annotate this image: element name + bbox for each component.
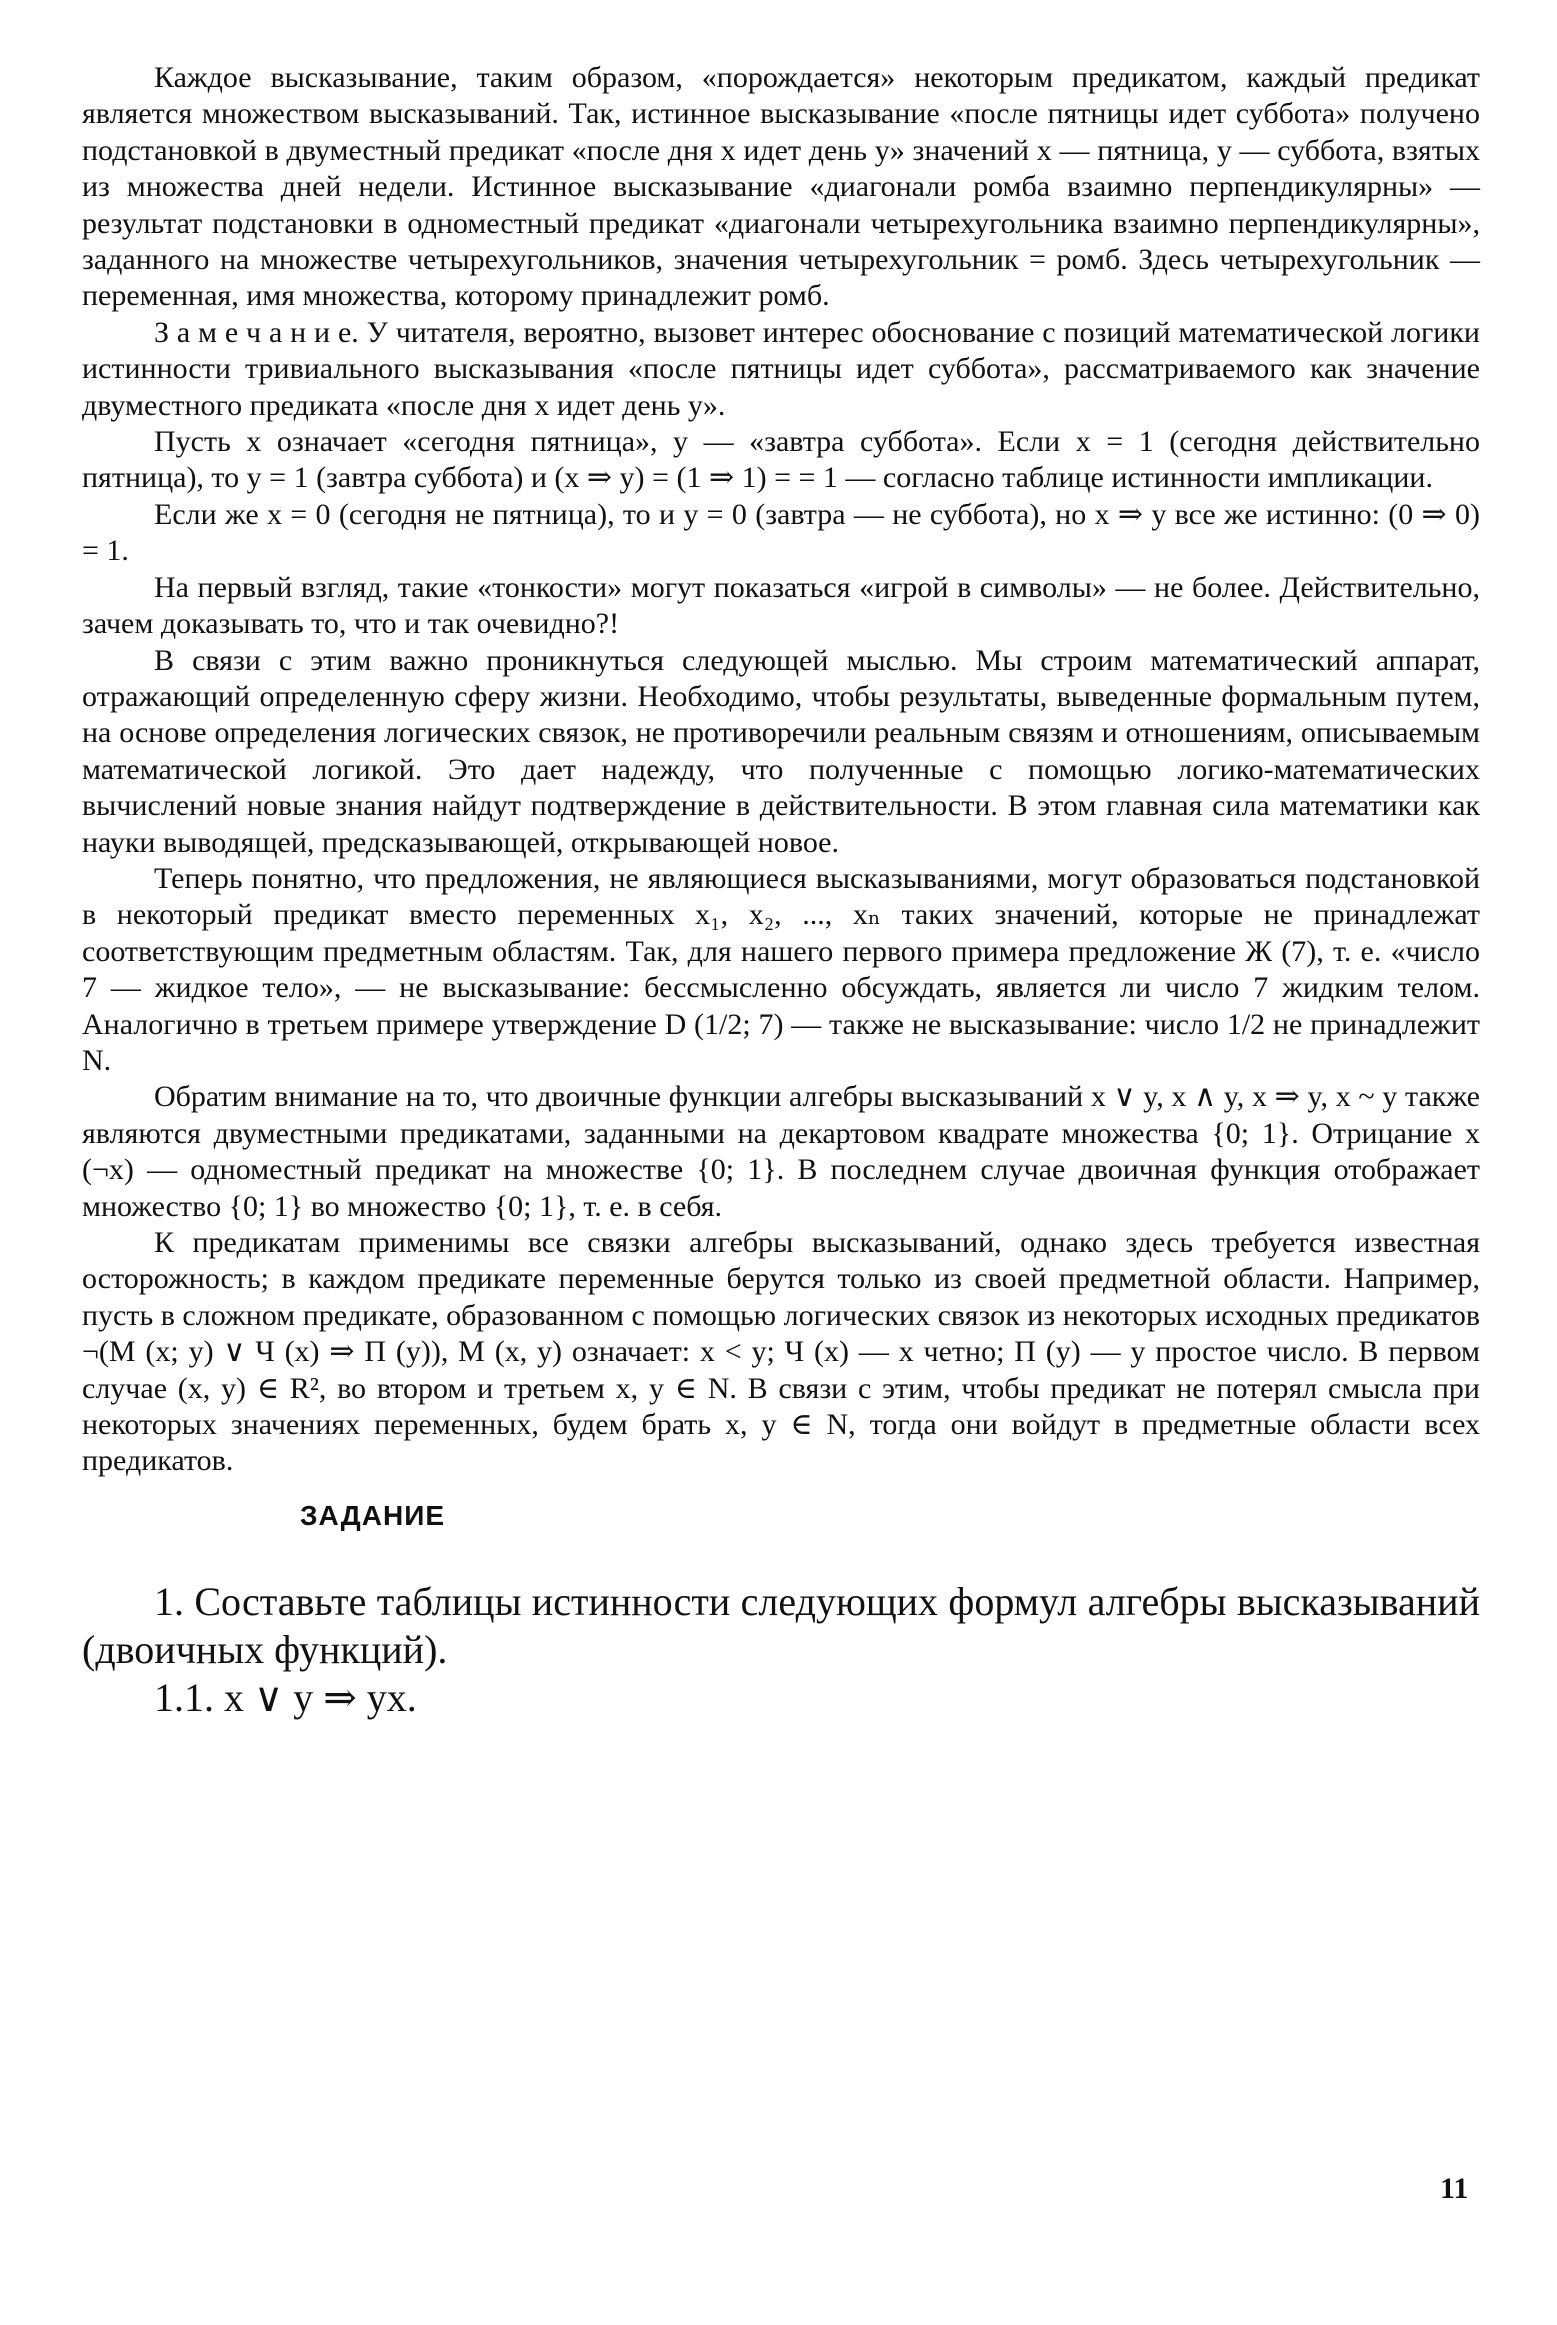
paragraph-math-apparatus: В связи с этим важно проникнуться следующей мыслью. Мы строим математический аппарат, отражающий определенную сферу жизни. Необходимо, чтобы результаты, выведенные формальным путем, на основе определения логических связок, не противоречили реальным связям и отношениям, описываемым математической логикой. Это дает надежду, что полученные с помощью логико-математических вычислений новые знания найдут подтверждение в действительности. В этом главная сила математики как науки выводящей, предсказывающей, открывающей новое. (82, 643, 1480, 859)
paragraph-connectives: К предикатам применимы все связки алгебры высказываний, однако здесь требуется известная осторожность; в каждом предикате переменные берутся только из своей предметной области. Например, пусть в сложном предикате, образованном с помощью логических связок из некоторых исходных предикатов ¬(М (x; y) ∨ Ч (x) ⇒ П (y)), М (x, y) означает: x < y; Ч (x) — x четно; П (y) — y простое число. В первом случае (x, y) ∈ R², во втором и третьем x, y ∈ N. В связи с этим, чтобы предикат не потерял смысла при некоторых значениях переменных, будем брать x, y ∈ N, тогда они войдут в предметные области всех предикатов. (82, 1226, 1480, 1478)
page-number: 11 (1440, 2172, 1469, 2205)
paragraph-subtleties: На первый взгляд, такие «тонкости» могут показаться «игрой в символы» — не более. Действительно, зачем доказывать то, что и так очевидно?! (82, 570, 1480, 641)
paragraph-non-statements: Теперь понятно, что предложения, не являющиеся высказываниями, могут образоваться подстановкой в некоторый предикат вместо переменных x₁, x₂, ..., xₙ таких значений, которые не принадлежат соответствующим предметным областям. Так, для нашего первого примера предложение Ж (7), т. е. «число 7 — жидкое тело», — не высказывание: бессмысленно обсуждать, является ли число 7 жидким телом. Аналогично в третьем примере утверждение D (1/2; 7) — также не высказывание: число 1/2 не принадлежит N. (82, 861, 1480, 1077)
paragraph-remark: З а м е ч а н и е. У читателя, вероятно, вызовет интерес обоснование с позиций математической логики истинности тривиального высказывания «после пятницы идет суббота», рассматриваемого как значение двуместного предиката «после дня x идет день y». (82, 315, 1480, 422)
task-text: 1. Составьте таблицы истинности следующих формул алгебры высказываний (двоичных функций). (82, 1579, 1480, 1672)
paragraph-predicate-intro: Каждое высказывание, таким образом, «порождается» некоторым предикатом, каждый предикат является множеством высказываний. Так, истинное высказывание «после пятницы идет суббота» получено подстановкой в двуместный предикат «после дня x идет день y» значений x — пятница, y — суббота, взятых из множества дней недели. Истинное высказывание «диагонали ромба взаимно перпендикулярны» — результат подстановки в одноместный предикат «диагонали четырехугольника взаимно перпендикулярны», заданного на множестве четырехугольников, значения четырехугольник = ромб. Здесь четырехугольник — переменная, имя множества, которому принадлежит ромб. (82, 61, 1480, 313)
task-item: 1.1. x ∨ y ⇒ yx. (154, 1675, 417, 1720)
task-block (82, 1578, 1480, 1722)
section-heading: ЗАДАНИЕ (300, 1500, 445, 1531)
main-text (82, 60, 1480, 1480)
paragraph-friday-false: Если же x = 0 (сегодня не пятница), то и y = 0 (завтра — не суббота), но x ⇒ y все же истинно: (0 ⇒ 0) = 1. (82, 497, 1480, 568)
paragraph-friday-true: Пусть x означает «сегодня пятница», y — «завтра суббота». Если x = 1 (сегодня действительно пятница), то y = 1 (завтра суббота) и (x ⇒ y) = (1 ⇒ 1) = = 1 — согласно таблице истинности импликации. (82, 425, 1480, 495)
paragraph-binary-functions: Обратим внимание на то, что двоичные функции алгебры высказываний x ∨ y, x ∧ y, x ⇒ y, x ~ y также являются двуместными предикатами, заданными на декартовом квадрате множества {0; 1}. Отрицание x (¬x) — одноместный предикат на множестве {0; 1}. В последнем случае двоичная функция отображает множество {0; 1} во множество {0; 1}, т. е. в себя. (82, 1080, 1480, 1223)
